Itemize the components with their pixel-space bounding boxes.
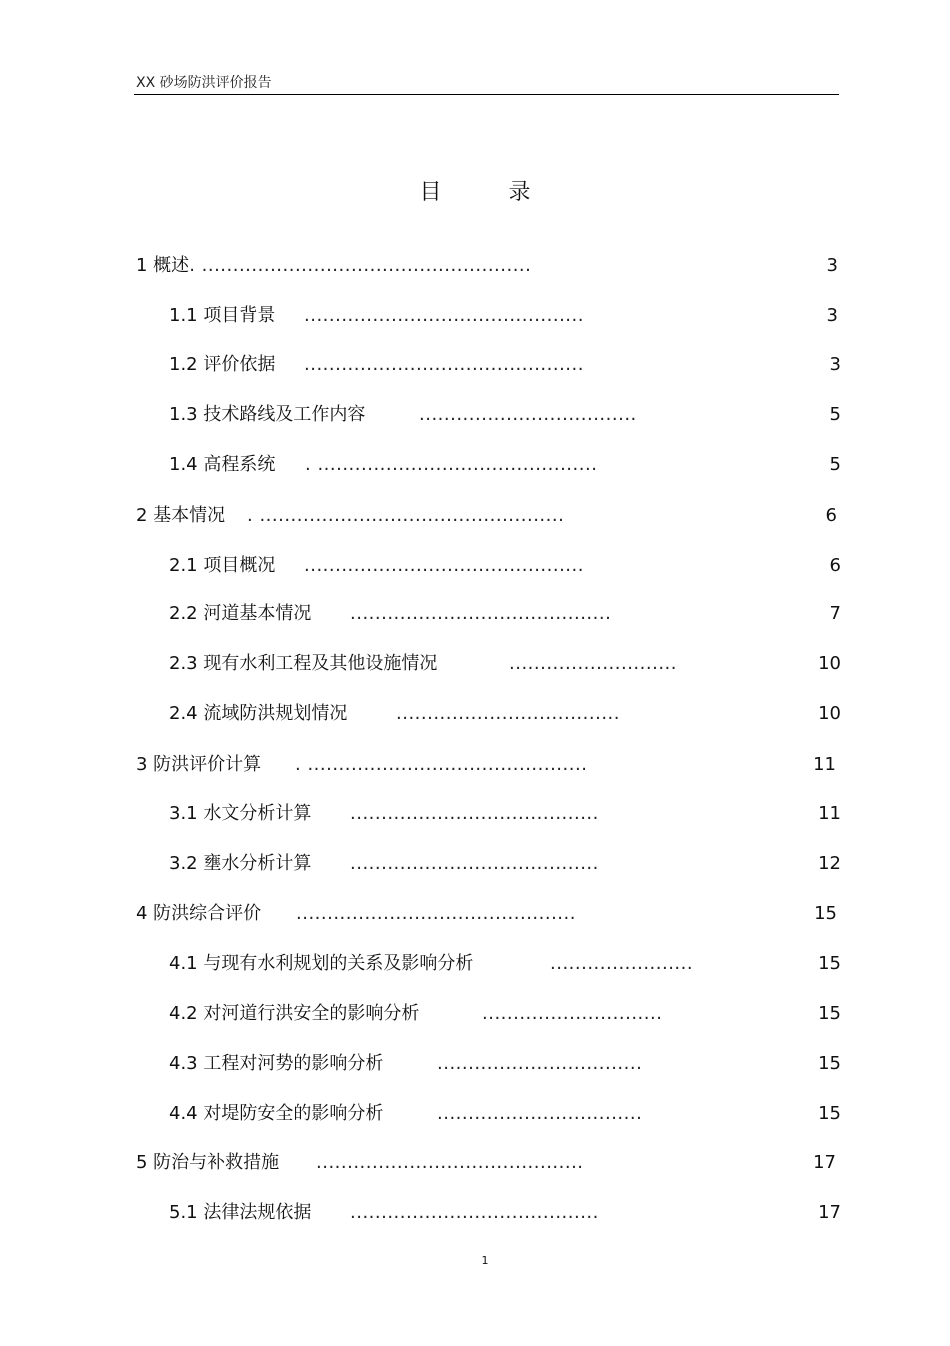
toc-entry-page: 3 <box>829 354 841 375</box>
toc-entry-page: 17 <box>818 1202 841 1223</box>
toc-title: 目 录 <box>419 180 561 205</box>
toc-entry-label: 2.2 河道基本情况 <box>169 603 312 624</box>
toc-entry-2[interactable] <box>136 503 225 529</box>
toc-leader <box>350 601 611 627</box>
toc-entry-label: 5 防治与补救措施 <box>136 1152 280 1173</box>
toc-entry-label: 1 概述 <box>136 255 190 276</box>
toc-leader <box>350 851 599 877</box>
toc-entry-5[interactable] <box>136 1150 279 1176</box>
toc-leader <box>509 651 677 677</box>
toc-entry-page: 15 <box>818 1053 841 1074</box>
toc-entry-2-4[interactable] <box>169 701 347 727</box>
toc-entry-page: 15 <box>818 953 841 974</box>
toc-entry-page: 10 <box>818 653 841 674</box>
toc-entry-3-1[interactable] <box>169 801 311 827</box>
toc-leader <box>304 352 584 378</box>
toc-leader <box>350 1200 599 1226</box>
toc-entry-page: 11 <box>813 754 836 775</box>
toc-leader <box>304 553 584 579</box>
page-number: 1 <box>481 1254 489 1267</box>
toc-entry-label: 4.3 工程对河势的影响分析 <box>169 1053 384 1074</box>
toc-entry-page: 3 <box>826 305 838 326</box>
toc-entry-1-3[interactable] <box>169 402 365 428</box>
toc-entry-1-1[interactable] <box>169 303 275 329</box>
toc-leader <box>296 901 576 927</box>
toc-leader <box>305 452 597 478</box>
toc-entry-3-2[interactable] <box>169 851 311 877</box>
toc-entry-page: 6 <box>825 505 837 526</box>
toc-entry-4-4[interactable] <box>169 1101 383 1127</box>
toc-leader <box>437 1051 642 1077</box>
toc-entry-1-2[interactable] <box>169 352 275 378</box>
toc-entry-1-4[interactable] <box>169 452 275 478</box>
toc-leader-dots: ........................................ <box>350 853 599 874</box>
toc-leader-dots: . ............................................. <box>295 754 588 775</box>
toc-entry-3[interactable] <box>136 752 261 778</box>
toc-entry-page: 6 <box>829 555 841 576</box>
toc-entry-label: 1.4 高程系统 <box>169 454 276 475</box>
toc-entry-1[interactable] <box>136 253 531 279</box>
toc-entry-4-2[interactable] <box>169 1001 419 1027</box>
toc-entry-2-3[interactable] <box>169 651 437 677</box>
toc-entry-label: 2.1 项目概况 <box>169 555 276 576</box>
toc-entry-2-1[interactable] <box>169 553 275 579</box>
toc-entry-label: 4 防洪综合评价 <box>136 903 262 924</box>
toc-leader-dots: .................................... <box>396 703 620 724</box>
toc-entry-page: 10 <box>818 703 841 724</box>
toc-entry-page: 7 <box>829 603 841 624</box>
toc-leader <box>482 1001 662 1027</box>
toc-entry-5-1[interactable] <box>169 1200 311 1226</box>
header-divider <box>134 94 839 95</box>
toc-entry-label: 1.3 技术路线及工作内容 <box>169 404 366 425</box>
toc-leader <box>304 303 584 329</box>
toc-entry-2-2[interactable] <box>169 601 311 627</box>
toc-leader-dots: ................................. <box>437 1103 643 1124</box>
toc-entry-label: 3.2 壅水分析计算 <box>169 853 312 874</box>
toc-entry-label: 5.1 法律法规依据 <box>169 1202 312 1223</box>
toc-leader-dots: ............................. <box>482 1003 663 1024</box>
toc-entry-label: 3 防洪评价计算 <box>136 754 262 775</box>
toc-leader <box>316 1150 584 1176</box>
toc-entry-label: 2.4 流域防洪规划情况 <box>169 703 348 724</box>
toc-leader <box>295 752 587 778</box>
toc-entry-page: 15 <box>814 903 837 924</box>
toc-leader-dots: ....................... <box>550 953 694 974</box>
toc-entry-4-3[interactable] <box>169 1051 383 1077</box>
toc-leader-dots: ........................................ <box>350 1202 599 1223</box>
toc-leader <box>550 951 693 977</box>
toc-leader-dots: ............................................. <box>304 305 584 326</box>
toc-leader-dots: .......................................... <box>350 603 612 624</box>
toc-leader <box>396 701 620 727</box>
toc-leader-dots: ........................................... <box>316 1152 584 1173</box>
toc-leader-dots: ............................................. <box>304 354 584 375</box>
toc-entry-label: 3.1 水文分析计算 <box>169 803 312 824</box>
toc-leader <box>247 503 564 529</box>
toc-entry-page: 15 <box>818 1003 841 1024</box>
toc-entry-4-1[interactable] <box>169 951 473 977</box>
toc-entry-page: 3 <box>826 255 838 276</box>
toc-entry-page: 5 <box>829 404 841 425</box>
toc-leader-dots: . ..................................................... <box>189 255 532 276</box>
toc-leader-dots: ............................................. <box>296 903 576 924</box>
toc-entry-page: 11 <box>818 803 841 824</box>
toc-leader-dots: ............................................. <box>304 555 584 576</box>
toc-leader-dots: ........................... <box>509 653 677 674</box>
toc-entry-label: 1.2 评价依据 <box>169 354 276 375</box>
toc-entry-label: 4.4 对堤防安全的影响分析 <box>169 1103 384 1124</box>
toc-entry-label: 2.3 现有水利工程及其他设施情况 <box>169 653 438 674</box>
toc-entry-page: 15 <box>818 1103 841 1124</box>
toc-leader-dots: . ................................................. <box>247 505 565 526</box>
toc-leader <box>350 801 599 827</box>
toc-entry-page: 12 <box>818 853 841 874</box>
toc-entry-label: 2 基本情况 <box>136 505 226 526</box>
toc-leader-dots: ................................. <box>437 1053 643 1074</box>
toc-leader <box>437 1101 642 1127</box>
running-header: XX 砂场防洪评价报告 <box>136 75 272 91</box>
toc-leader-dots: ........................................ <box>350 803 599 824</box>
toc-leader-dots: ................................... <box>419 404 637 425</box>
toc-entry-label: 4.1 与现有水利规划的关系及影响分析 <box>169 953 474 974</box>
toc-entry-label: 1.1 项目背景 <box>169 305 276 326</box>
toc-entry-4[interactable] <box>136 901 261 927</box>
toc-leader <box>419 402 637 428</box>
toc-entry-page: 5 <box>829 454 841 475</box>
toc-entry-label: 4.2 对河道行洪安全的影响分析 <box>169 1003 420 1024</box>
toc-entry-page: 17 <box>813 1152 836 1173</box>
toc-leader-dots: . ............................................. <box>305 454 598 475</box>
